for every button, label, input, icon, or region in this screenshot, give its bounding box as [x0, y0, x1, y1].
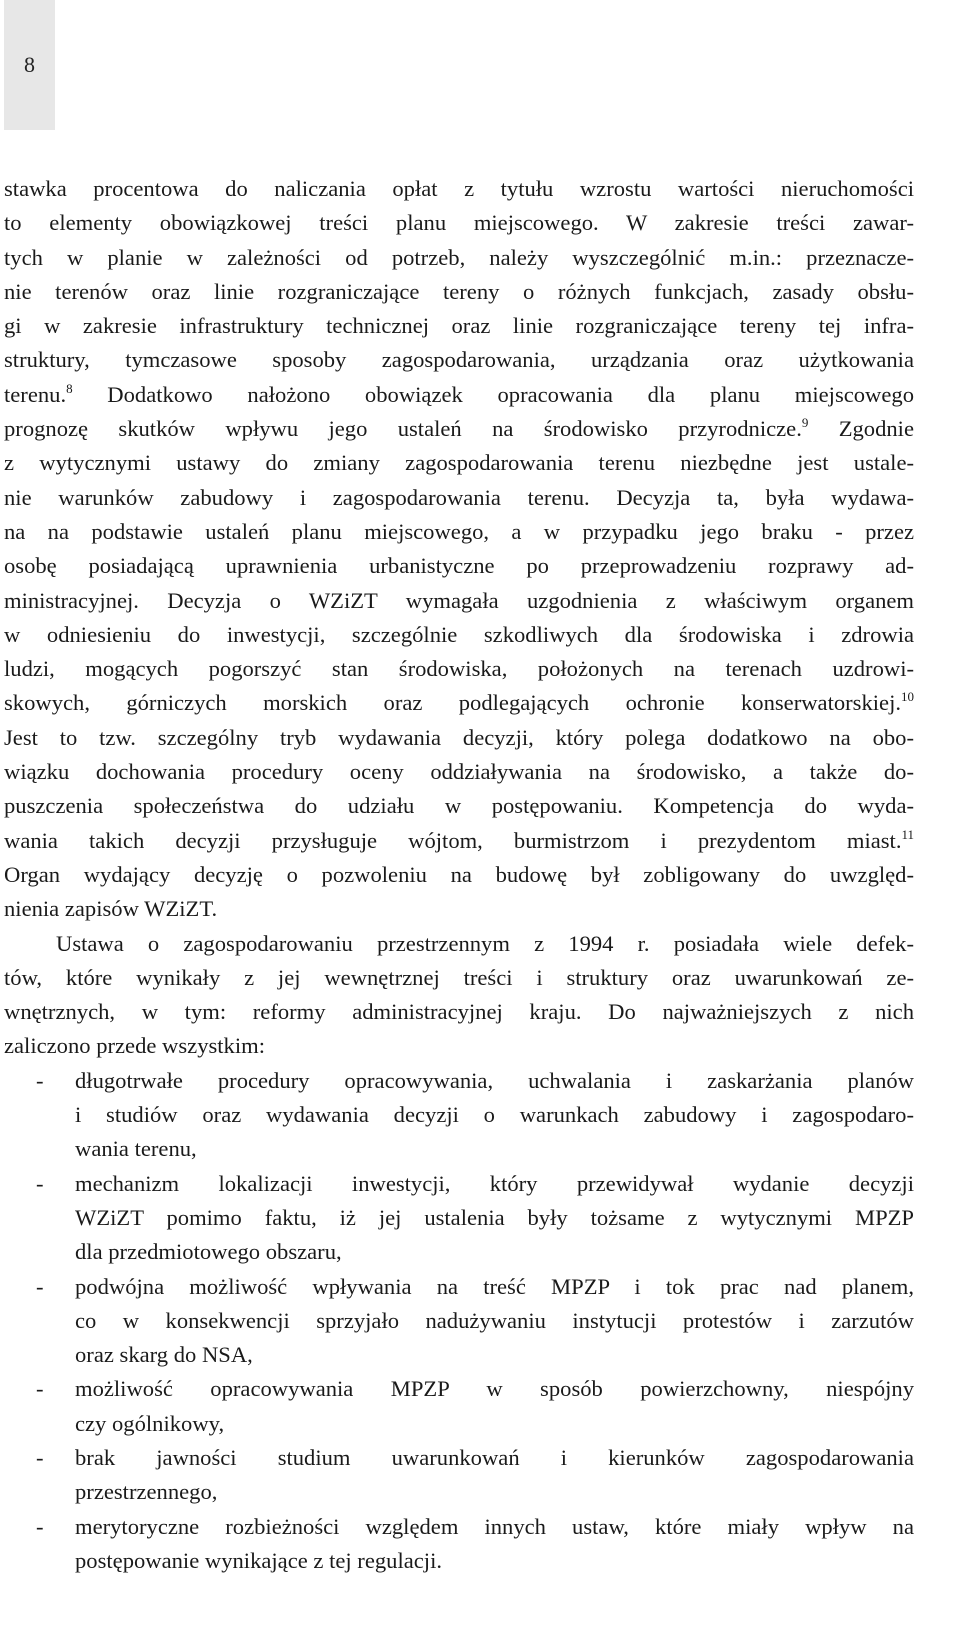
- text-line: [4, 721, 914, 755]
- text-line: tów, które wynikały z jej wewnętrznej treści i struktury oraz uwarunkowań ze-: [4, 964, 914, 990]
- list-item-text: czy ogólnikowy,: [75, 1410, 225, 1436]
- list-item-text: mechanizm lokalizacji inwestycji, który przewidywał wydanie decyzji: [75, 1170, 914, 1196]
- list-item-text: merytoryczne rozbieżności względem innych ustaw, które miały wpływ na: [75, 1513, 914, 1539]
- text-line: [4, 515, 914, 549]
- text-line: [4, 412, 914, 446]
- line-text: wania takich decyzji przysługuje wójtom, burmistrzom i prezydentom miast.: [4, 827, 902, 853]
- list-item-text: dla przedmiotowego obszaru,: [75, 1239, 342, 1265]
- text-line: [4, 584, 914, 618]
- text-line: zaliczono przede wszystkim:: [4, 1033, 265, 1059]
- text-line: [4, 309, 914, 343]
- line-text: stawka procentowa do naliczania opłat z tytułu wzrostu wartości nieruchomości: [4, 176, 914, 201]
- list-item-text: podwójna możliwość wpływania na treść MPZP i tok prac nad planem,: [75, 1273, 914, 1299]
- text-line: [4, 172, 914, 206]
- bullet-dash: -: [36, 1170, 44, 1196]
- text-line: [4, 618, 914, 652]
- bullet-dash: -: [36, 1513, 44, 1539]
- line-text: puszczenia społeczeństwa do udziału w postępowaniu. Kompetencja do wyda-: [4, 793, 914, 819]
- list-item: [4, 1441, 914, 1475]
- text-line: [4, 824, 914, 858]
- line-text: wiązku dochowania procedury oceny oddziaływania na środowisko, a także do-: [4, 759, 914, 785]
- paragraph-1: [4, 172, 914, 927]
- footnote-ref: 10: [901, 689, 914, 705]
- list-item: [4, 1064, 914, 1098]
- list-item: [4, 1372, 914, 1406]
- list-item-text: możliwość opracowywania MPZP w sposób powierzchowny, niespójny: [75, 1376, 914, 1402]
- text-line: [4, 206, 914, 240]
- line-text: nienia zapisów WZiZT.: [4, 896, 218, 922]
- paragraph-2: [4, 927, 914, 1064]
- line-text: tych w planie w zależności od potrzeb, należy wyszczególnić m.in.: przeznacze-: [4, 244, 914, 270]
- line-text: to elementy obowiązkowej treści planu miejscowego. W zakresie treści zawar-: [4, 210, 914, 236]
- line-text-cont: Dodatkowo nałożono obowiązek opracowania dla planu miejscowego: [72, 381, 914, 407]
- line-text: na na podstawie ustaleń planu miejscowego, a w przypadku jego braku - przez: [4, 518, 914, 544]
- line-text: gi w zakresie infrastruktury technicznej oraz linie rozgraniczające tereny tej infra-: [4, 313, 914, 339]
- line-text: nie terenów oraz linie rozgraniczające tereny o różnych funkcjach, zasady obsłu-: [4, 278, 914, 304]
- text-line: [4, 892, 914, 926]
- text-line: [4, 241, 914, 275]
- line-text: osobę posiadającą uprawnienia urbanistyczne po przeprowadzeniu rozprawy ad-: [4, 553, 914, 579]
- text-line: [4, 275, 914, 309]
- text-line: [4, 343, 914, 377]
- list-item-text: wania terenu,: [75, 1136, 197, 1162]
- page-content: [4, 172, 914, 1578]
- text-line: wnętrznych, w tym: reformy administracyjnej kraju. Do najważniejszych z nich: [4, 999, 914, 1025]
- list-item-text: długotrwałe procedury opracowywania, uchwalania i zaskarżania planów: [75, 1067, 914, 1093]
- text-line: [4, 652, 914, 686]
- line-text: terenu.: [4, 381, 67, 407]
- list-item-text: WZiZT pomimo faktu, iż jej ustalenia były tożsame z wytycznymi MPZP: [75, 1204, 914, 1230]
- text-line: [4, 686, 914, 720]
- text-line: [4, 549, 914, 583]
- bullet-dash: -: [36, 1444, 44, 1470]
- text-line: Ustawa o zagospodarowaniu przestrzennym z 1994 r. posiadała wiele defek-: [56, 930, 914, 956]
- list-item-text: i studiów oraz wydawania decyzji o warunkach zabudowy i zagospodaro-: [75, 1102, 914, 1128]
- text-line: [4, 378, 914, 412]
- line-text: prognozę skutków wpływu jego ustaleń na środowisko przyrodnicze.: [4, 416, 802, 442]
- list-item: [4, 1167, 914, 1201]
- bullet-dash: -: [36, 1376, 44, 1402]
- line-text: skowych, górniczych morskich oraz podlegających ochronie konserwatorskiej.: [4, 690, 901, 716]
- list-item: [4, 1510, 914, 1544]
- list-item-text: postępowanie wynikające z tej regulacji.: [75, 1547, 442, 1573]
- line-text: w odniesieniu do inwestycji, szczególnie szkodliwych dla środowiska i zdrowia: [4, 621, 914, 647]
- line-text: struktury, tymczasowe sposoby zagospodarowania, urządzania oraz użytkowania: [4, 347, 914, 373]
- text-line: [4, 755, 914, 789]
- footnote-ref: 11: [901, 826, 914, 842]
- list-item-text: brak jawności studium uwarunkowań i kierunków zagospodarowania: [75, 1444, 914, 1470]
- bullet-dash: -: [36, 1067, 44, 1093]
- text-line: [4, 858, 914, 892]
- line-text: ministracyjnej. Decyzja o WZiZT wymagała uzgodnienia z właściwym organem: [4, 587, 914, 613]
- list-item-text: co w konsekwencji sprzyjało nadużywaniu instytucji protestów i zarzutów: [75, 1307, 914, 1333]
- line-text: ludzi, mogących pogorszyć stan środowiska, położonych na terenach uzdrowi-: [4, 656, 914, 682]
- defects-list: [4, 1064, 914, 1578]
- list-item-text: oraz skarg do NSA,: [75, 1342, 253, 1368]
- list-item: [4, 1270, 914, 1304]
- text-line: [4, 789, 914, 823]
- text-line: [4, 446, 914, 480]
- footnote-ref: 8: [66, 380, 73, 396]
- line-text-cont: Zgodnie: [808, 416, 914, 442]
- bullet-dash: -: [36, 1273, 44, 1299]
- footnote-ref: 9: [801, 415, 809, 431]
- line-text: Jest to tzw. szczególny tryb wydawania decyzji, który polega dodatkowo na obo-: [4, 724, 914, 750]
- line-text: z wytycznymi ustawy do zmiany zagospodarowania terenu niezbędne jest ustale-: [4, 450, 914, 476]
- list-item-text: przestrzennego,: [75, 1479, 218, 1505]
- text-line: [4, 481, 914, 515]
- page-number-tab: [4, 0, 55, 130]
- line-text: nie warunków zabudowy i zagospodarowania terenu. Decyzja ta, była wydawa-: [4, 484, 914, 510]
- line-text: Organ wydający decyzję o pozwoleniu na budowę był zobligowany do uwzględ-: [4, 861, 914, 887]
- page-number: 8: [24, 52, 35, 77]
